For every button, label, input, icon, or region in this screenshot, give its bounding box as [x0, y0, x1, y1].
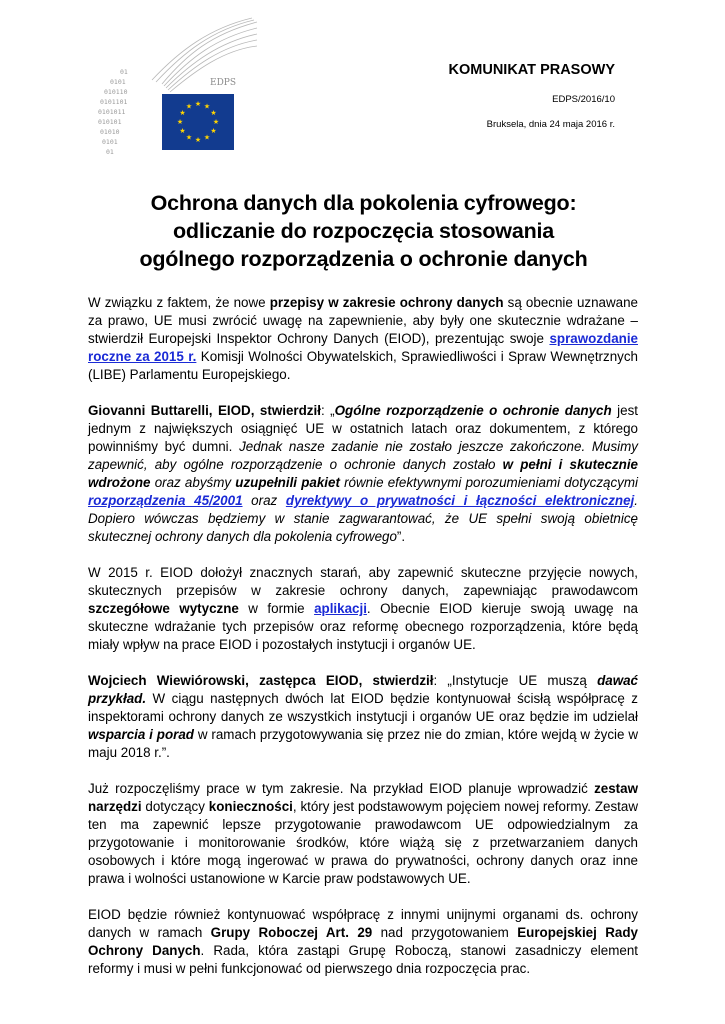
text: , który jest podstawowym pojęciem nowej reformy. Zestaw ten ma zapewnić lepsze przygotowanie prawodawcom UE odpowiedzialnym za przygotowanie i monitorowanie środków, które wiążą się z przetwarzaniem danych osobowych i które mogą ingerować w prawa do prywatności, ochrony danych oraz inne prawa i wolności ustanowione w Karcie praw podstawowych UE.	[88, 799, 638, 886]
binary-digits-icon	[98, 68, 128, 156]
reference-number: EDPS/2016/10	[552, 94, 615, 105]
svg-text:★: ★	[185, 102, 193, 111]
text: Komisji Wolności Obywatelskich, Sprawiedliwości i Spraw Wewnętrznych (LIBE) Parlamentu Europejskiego.	[88, 349, 638, 382]
bold-text: Europejskiej Rady Ochrony Danych	[88, 925, 638, 958]
svg-text:010101: 010101	[98, 118, 122, 126]
italic-text: oraz abyśmy	[150, 475, 236, 490]
text: . Obecnie EIOD kieruje swoją uwagę na skuteczne wdrażanie tych przepisów oraz reformę obecnego rozporządzenia, które będą miały wpływ na prace EIOD i pozostałych instytucji i organów UE.	[88, 601, 638, 652]
svg-text:★: ★	[185, 133, 193, 142]
svg-text:0101: 0101	[102, 138, 118, 146]
text: . Rada, która zastąpi Grupę Roboczą, stanowi zasadniczy element reformy i musi w pełni funkcjonować od pierwszego dnia rozpoczęcia prac.	[88, 943, 638, 976]
regulation-45-2001-link[interactable]: rozporządzenia 45/2001	[88, 493, 243, 508]
italic-text: . Dopiero wówczas będziemy w stanie zagwarantować, że UE spełni swoją obietnicę skutecznej ochrony danych dla pokolenia cyfrowego	[88, 493, 638, 544]
text: są obecnie uznawane za prawo, UE musi zwrócić uwagę na zapewnienie, aby były one skutecznie wdrażane – stwierdził Europejski Inspektor Ochrony Danych (EIOD), prezentując swoje	[88, 295, 639, 346]
svg-text:★: ★	[194, 100, 202, 108]
svg-text:★: ★	[203, 133, 211, 142]
bold-text: szczegółowe wytyczne	[88, 601, 239, 616]
bold-text: Grupy Roboczej Art. 29	[210, 925, 373, 940]
text: Już rozpoczęliśmy prace w tym zakresie. Na przykład EIOD planuje wprowadzić	[88, 781, 595, 796]
svg-text:0101: 0101	[110, 78, 126, 86]
eprivacy-directive-link[interactable]: dyrektywy o prywatności i łączności elektronicznej	[285, 493, 635, 508]
speaker-name: Wojciech Wiewiórowski, zastępca EIOD, stwierdził	[88, 673, 434, 688]
bold-text: przepisy w zakresie ochrony danych	[269, 295, 504, 310]
bold-italic-text: Ogólne rozporządzenie o ochronie danych	[334, 403, 612, 418]
place-date: Bruksela, dnia 24 maja 2016 r.	[486, 119, 615, 130]
svg-text:★: ★	[203, 102, 211, 111]
italic-text: równie efektywnymi porozumieniami dotyczącymi	[339, 475, 638, 490]
paragraph-toolkit	[88, 780, 638, 888]
annual-report-link[interactable]: sprawozdanie roczne za 2015 r.	[88, 331, 638, 364]
paragraph-edpb	[88, 906, 638, 978]
svg-text:01010: 01010	[100, 128, 120, 136]
svg-text:★: ★	[210, 127, 217, 135]
svg-text:0101011: 0101011	[98, 108, 126, 116]
bold-italic-text: dawać przykład.	[88, 673, 638, 706]
text: w formie	[238, 601, 315, 616]
text: : „Instytucje UE muszą	[433, 673, 598, 688]
bold-italic-text: uzupełnili pakiet	[235, 475, 340, 490]
article-body	[88, 294, 638, 978]
svg-text:010110: 010110	[104, 88, 128, 96]
italic-text: oraz	[242, 493, 286, 508]
svg-text:01: 01	[120, 68, 128, 76]
paragraph-2015	[88, 564, 638, 654]
text: w ramach przygotowywania się przez nie do zmian, które wejdą w życie w maju 2018 r.”.	[88, 727, 638, 760]
page-title	[86, 189, 641, 273]
text: ”.	[396, 529, 406, 544]
text: EIOD będzie również kontynuować współpracę z innymi unijnymi organami ds. ochrony danych w ramach	[88, 907, 638, 940]
logo-label: EDPS	[210, 78, 237, 88]
svg-text:★: ★	[176, 118, 184, 126]
title-line: odliczanie do rozpoczęcia stosowania	[172, 219, 555, 243]
bold-text: konieczności	[208, 799, 293, 814]
svg-text:★: ★	[179, 127, 186, 135]
bold-italic-text: wsparcia i porad	[88, 727, 194, 742]
title-line: Ochrona danych dla pokolenia cyfrowego:	[150, 191, 577, 215]
svg-text:0101101: 0101101	[100, 98, 128, 106]
text: jest jednym z największych osiągnięć UE w ostatnich latach oraz dokumentem, z którego powinniśmy być dumni.	[88, 403, 638, 454]
paragraph-intro	[88, 294, 638, 384]
text: nad przygotowaniem	[372, 925, 518, 940]
text: W związku z faktem, że nowe	[88, 295, 270, 310]
app-link[interactable]: aplikacji	[314, 601, 367, 616]
text: : „	[320, 403, 335, 418]
paragraph-buttarelli-quote	[88, 402, 638, 546]
svg-text:★: ★	[212, 118, 220, 126]
text: W 2015 r. EIOD dołożył znacznych starań, aby zapewnić skuteczne przyjęcie nowych, skutecznych przepisów w zakresie ochrony danych, zapewniając prawodawcom	[88, 565, 638, 598]
svg-text:01: 01	[106, 148, 114, 156]
svg-text:★: ★	[179, 109, 186, 117]
speaker-name: Giovanni Buttarelli, EIOD, stwierdził	[88, 403, 321, 418]
edps-logo	[92, 14, 262, 162]
italic-text: Jednak nasze zadanie nie zostało jeszcze zakończone. Musimy zapewnić, aby ogólne rozporządzenie o ochronie danych zostało	[88, 439, 638, 472]
svg-text:★: ★	[194, 136, 202, 144]
press-release-label: KOMUNIKAT PRASOWY	[448, 62, 615, 78]
bold-italic-text: w pełni i skutecznie wdrożone	[88, 457, 639, 490]
bold-text: zestaw narzędzi	[88, 781, 638, 814]
text: W ciągu następnych dwóch lat EIOD będzie kontynuował ścisłą współpracę z inspektorami ochrony danych ze wszystkich instytucji i organów UE oraz będzie im udzielał	[88, 691, 638, 724]
svg-text:★: ★	[210, 109, 217, 117]
header-block	[355, 62, 615, 130]
title-line: ogólnego rozporządzenia o ochronie danych	[139, 247, 588, 271]
text: dotyczący	[141, 799, 209, 814]
paragraph-wiewiorowski-quote	[88, 672, 638, 762]
decorative-swoosh-icon	[152, 18, 257, 92]
